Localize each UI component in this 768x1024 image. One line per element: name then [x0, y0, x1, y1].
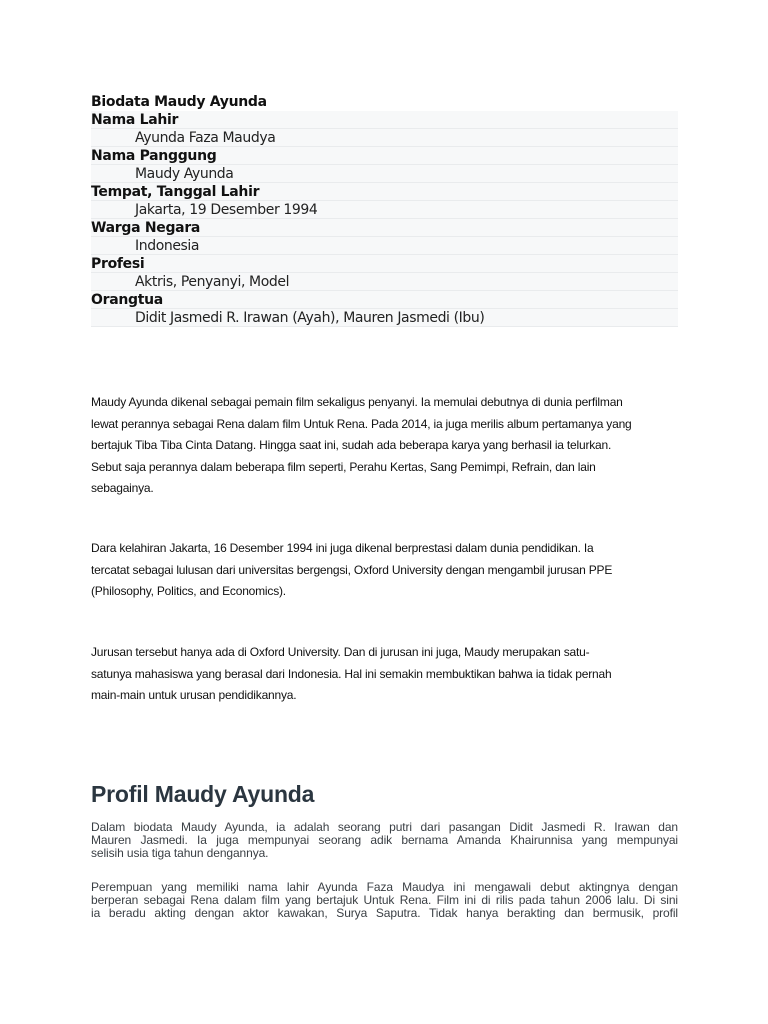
- biodata-value-row: [91, 237, 678, 255]
- biodata-label: Nama Lahir: [91, 112, 179, 128]
- biodata-label: Orangtua: [91, 292, 163, 308]
- paragraph-line: selisih usia tiga tahun dengannya.: [91, 846, 269, 860]
- biodata-value-row: [91, 273, 678, 291]
- paragraph-line: tercatat sebagai lulusan dari universitas bergengsi, Oxford University dengan mengambil jurusan PPE: [91, 562, 613, 577]
- paragraph-line: berperan sebagai Rena dalam film yang bertajuk Untuk Rena. Film ini di rilis pada tahun 2006 lalu. Di sini: [91, 893, 678, 907]
- profil-paragraph-family: [91, 821, 678, 860]
- paragraph-line: Dara kelahiran Jakarta, 16 Desember 1994 ini juga dikenal berprestasi dalam dunia pendidikan. Ia: [91, 541, 594, 555]
- biodata-value: Jakarta, 19 Desember 1994: [135, 202, 318, 218]
- paragraph-line: Dalam biodata Maudy Ayunda, ia adalah seorang putri dari pasangan Didit Jasmedi R. Irawan dan: [91, 820, 678, 834]
- paragraph-line: bertajuk Tiba Tiba Cinta Datang. Hingga saat ini, sudah ada beberapa karya yang berhasil ia telurkan.: [91, 438, 612, 452]
- biodata-label-row: [91, 255, 678, 273]
- biodata-label: Nama Panggung: [91, 148, 217, 164]
- biodata-label: Warga Negara: [91, 220, 201, 236]
- paragraph-line: Sebut saja perannya dalam beberapa film seperti, Perahu Kertas, Sang Pemimpi, Refrain, dan lain: [91, 459, 596, 474]
- profil-heading: Profil Maudy Ayunda: [91, 781, 315, 807]
- paragraph-line: Jurusan tersebut hanya ada di Oxford University. Dan di jurusan ini juga, Maudy merupakan satu-: [91, 645, 590, 659]
- paragraph-oxford: [91, 642, 666, 707]
- paragraph-line: satunya mahasiswa yang berasal dari Indonesia. Hal ini semakin membuktikan bahwa ia tidak pernah: [91, 666, 612, 681]
- biodata-label: Tempat, Tanggal Lahir: [91, 184, 260, 200]
- paragraph-education: [91, 538, 666, 603]
- biodata-value: Ayunda Faza Maudya: [135, 130, 276, 146]
- biodata-label-row: [91, 219, 678, 237]
- paragraph-line: main-main untuk urusan pendidikannya.: [91, 688, 297, 702]
- biodata-value: Maudy Ayunda: [135, 166, 234, 182]
- biodata-title: Biodata Maudy Ayunda: [91, 94, 267, 110]
- biodata-table: [91, 93, 678, 327]
- biodata-label-row: [91, 291, 678, 309]
- paragraph-line: Mauren Jasmedi. Ia juga mempunyai seorang adik bernama Amanda Khairunnisa yang mempunyai: [91, 833, 678, 847]
- paragraph-intro: [91, 392, 666, 500]
- biodata-value: Aktris, Penyanyi, Model: [135, 274, 290, 290]
- biodata-value-row: [91, 129, 678, 147]
- biodata-value: Didit Jasmedi R. Irawan (Ayah), Mauren Jasmedi (Ibu): [135, 310, 485, 326]
- profil-paragraph-debut: [91, 881, 678, 920]
- paragraph-line: ia beradu akting dengan aktor kawakan, Surya Saputra. Tidak hanya berakting dan bermusik, profil: [91, 906, 678, 920]
- biodata-label: Profesi: [91, 256, 145, 272]
- biodata-label-row: [91, 111, 678, 129]
- paragraph-line: Perempuan yang memiliki nama lahir Ayunda Faza Maudya ini mengawali debut aktingnya dengan: [91, 880, 678, 894]
- paragraph-line: sebagainya.: [91, 481, 154, 495]
- biodata-value: Indonesia: [135, 238, 200, 254]
- biodata-value-row: [91, 165, 678, 183]
- biodata-label-row: [91, 183, 678, 201]
- biodata-label-row: [91, 147, 678, 165]
- paragraph-line: lewat perannya sebagai Rena dalam film Untuk Rena. Pada 2014, ia juga merilis album pertamanya yang: [91, 416, 632, 431]
- paragraph-line: (Philosophy, Politics, and Economics).: [91, 584, 286, 598]
- paragraph-line: Maudy Ayunda dikenal sebagai pemain film sekaligus penyanyi. Ia memulai debutnya di dunia perfilman: [91, 395, 623, 409]
- biodata-value-row: [91, 201, 678, 219]
- biodata-value-row: [91, 309, 678, 327]
